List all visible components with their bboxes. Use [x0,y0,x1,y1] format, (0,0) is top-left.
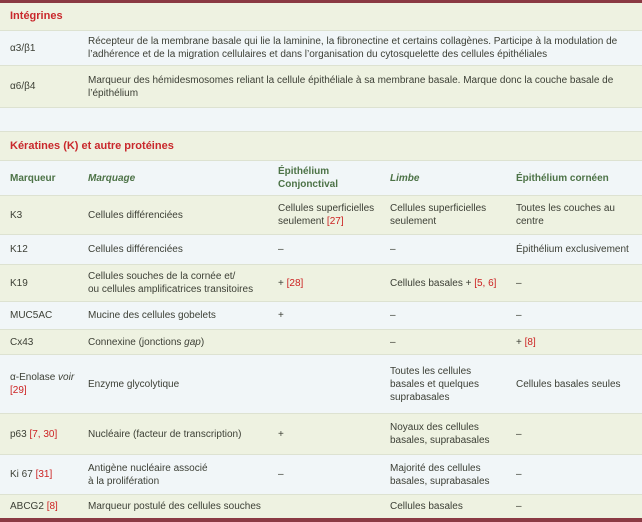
cell-epithelium-corneen: – [516,310,522,321]
cell-epithelium-corneen: – [516,469,522,480]
table-row-k12 [0,234,642,264]
table-row-a6b4 [0,65,642,107]
cell-epithelium-conjonctival: + [28] [278,277,304,289]
cell-epithelium-conjonctival: – [278,244,284,255]
cell-limbe: Noyaux des cellules basales, suprabasales [390,422,490,446]
table-row-p63 [0,413,642,454]
table-row-abcg2 [0,494,642,518]
cell-marqueur: Ki 67 [31] [10,469,53,480]
cell-epithelium-conjonctival: + [278,310,284,321]
cell-epithelium-conjonctival: Cellules superficielles seulement [27] [278,203,375,227]
citation-ref: [29] [10,385,27,396]
table-row-a3b1 [0,30,642,65]
cell-marqueur: K12 [10,244,28,255]
cell-marqueur: K3 [10,209,23,221]
cell-description-a6b4: Marqueur des hémidesmosomes reliant la cellule épithéliale à sa membrane basale. Marque donc la couche basale de l’épithélium [88,74,614,99]
cell-marquage: Antigène nucléaire associé à la prolifération [88,462,208,487]
table-row-ki67 [0,454,642,494]
column-header-marqueur: Marqueur [10,172,56,184]
section-title-keratines: Kératines (K) et autre protéines [10,139,174,152]
cell-epithelium-corneen: + [8] [516,336,536,348]
column-header-limbe: Limbe [390,172,420,184]
cell-epithelium-corneen: Cellules basales seules [516,378,621,390]
column-header-epithelium-corneen: Épithélium cornéen [516,172,609,184]
cell-epithelium-conjonctival: – [278,469,284,480]
cell-marqueur: Cx43 [10,336,34,348]
section-header-keratines [0,131,642,160]
cell-marker-a6b4: α6/β4 [10,81,36,92]
cell-limbe: Toutes les cellules basales et quelques suprabasales [390,365,479,403]
citation-ref: [7, 30] [29,428,58,440]
cell-marquage: Enzyme glycolytique [88,378,180,390]
cell-epithelium-conjonctival [278,380,390,388]
cell-marker-a3b1: α3/β1 [10,42,36,54]
cell-epithelium-corneen: Épithélium exclusivement [516,244,629,255]
cell-limbe: Cellules superficielles seulement [390,203,487,227]
column-header-marquage: Marquage [88,172,136,184]
citation-ref: [8] [46,501,58,512]
cell-epithelium-conjonctival: + [278,428,284,440]
section-spacer [0,107,642,131]
cell-epithelium-conjonctival [278,503,390,511]
cell-marqueur: p63 [7, 30] [10,428,58,440]
cell-description-a3b1: Récepteur de la membrane basale qui lie la laminine, la fibronectine et certains collagènes. Participe à la modulation de l’adhérence et de la migration cellulaires et dans l’organisation du cytosquelette des cellules épithéliales [88,36,618,60]
table-row-cx43 [0,329,642,354]
citation-ref: [31] [35,469,53,480]
table-row-muc5ac [0,301,642,329]
cell-marqueur: α-Enolase voir [29] [10,372,75,396]
table-row-k3 [0,195,642,234]
cell-limbe: Cellules basales [390,501,463,512]
cell-limbe: – [390,336,396,348]
cell-limbe: – [390,244,396,255]
cell-epithelium-corneen: – [516,501,522,512]
citation-ref: [28] [286,277,304,289]
cell-marquage: Cellules souches de la cornée et/ ou cellules amplificatrices transitoires [88,271,254,295]
citation-ref: [5, 6] [474,277,497,289]
cell-marqueur: ABCG2 [8] [10,501,58,512]
cell-marquage: Nucléaire (facteur de transcription) [88,428,242,440]
table-row-alpha-enolase [0,354,642,413]
table-row-k19 [0,264,642,301]
cell-epithelium-corneen: – [516,428,522,440]
cell-marqueur: K19 [10,277,28,289]
cell-marquage: Cellules différenciées [88,209,183,221]
cell-marqueur: MUC5AC [10,310,53,321]
cell-epithelium-corneen: – [516,277,522,289]
cell-limbe: – [390,310,396,321]
column-header-row [0,160,642,195]
cell-marquage: Cellules différenciées [88,244,183,255]
cell-marquage: Connexine (jonctions gap) [88,336,205,348]
section-header-integrines [0,3,642,30]
citation-ref: [8] [524,336,536,348]
section-title-integrines: Intégrines [10,10,63,22]
cell-marquage: Mucine des cellules gobelets [88,310,216,321]
cell-epithelium-corneen: Toutes les couches au centre [516,203,615,227]
cell-epithelium-conjonctival [278,338,390,346]
cell-limbe: Cellules basales + [5, 6] [390,277,497,289]
cell-marquage: Marqueur postulé des cellules souches [88,501,261,512]
column-header-epithelium-conjonctival: Épithélium Conjonctival [278,166,339,190]
citation-ref: [27] [326,216,344,227]
cell-limbe: Majorité des cellules basales, suprabasales [390,462,490,487]
